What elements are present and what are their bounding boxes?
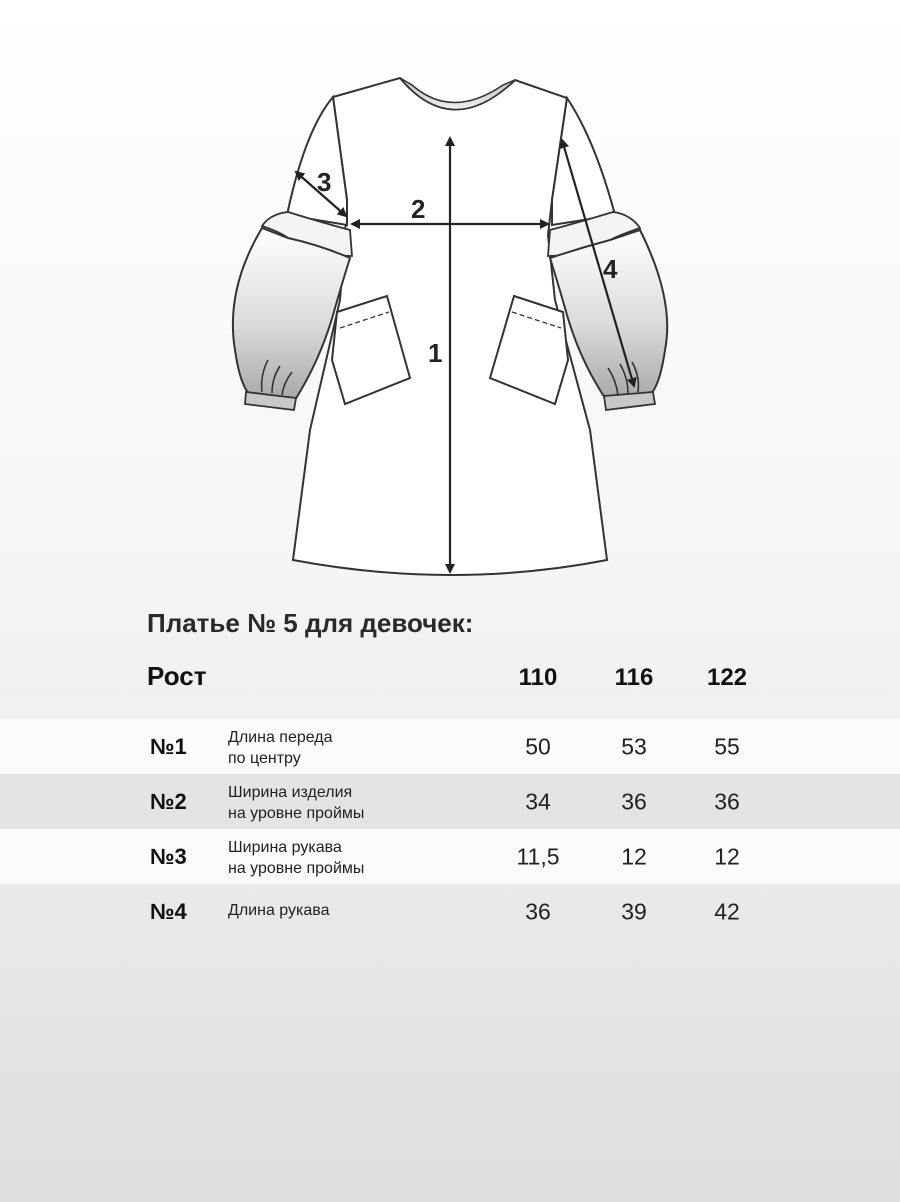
row-description-line: Длина рукава	[228, 902, 330, 919]
diagram-label-3: 3	[317, 167, 332, 197]
row-description-line: по центру	[228, 750, 301, 767]
row-value-116: 12	[621, 843, 647, 869]
row-value-116: 39	[621, 898, 647, 924]
row-value-110: 50	[525, 733, 551, 759]
row-value-110: 11,5	[516, 843, 560, 869]
row-description	[228, 900, 329, 921]
size-header-110: 110	[518, 664, 558, 691]
row-value-110: 34	[525, 788, 551, 814]
row-value-116: 36	[621, 788, 647, 814]
diagram-label-2: 2	[411, 194, 426, 224]
row-number: №2	[150, 788, 187, 814]
row-description	[228, 782, 364, 824]
table-row	[0, 829, 900, 884]
row-value-122: 42	[714, 898, 740, 924]
row-number: №4	[150, 898, 187, 924]
row-description	[228, 837, 364, 879]
row-number: №1	[150, 733, 187, 759]
row-value-122: 12	[714, 843, 740, 869]
diagram-label-4: 4	[603, 254, 618, 284]
dress-diagram	[0, 0, 900, 600]
row-number: №3	[150, 843, 187, 869]
height-header-label: Рост	[147, 661, 207, 691]
right-cuff	[604, 392, 655, 410]
row-description-line: на уровне проймы	[228, 860, 365, 877]
table-row	[0, 884, 900, 939]
row-value-110: 36	[525, 898, 551, 924]
row-description-line: Ширина рукава	[228, 839, 342, 856]
size-header-122: 122	[706, 664, 748, 691]
diagram-label-1: 1	[428, 338, 443, 368]
row-description-line: на уровне проймы	[228, 805, 365, 822]
row-description	[228, 727, 333, 769]
size-header-116: 116	[614, 664, 654, 691]
table-row	[0, 774, 900, 829]
page-title: Платье № 5 для девочек:	[147, 608, 474, 638]
row-description-line: Длина переда	[228, 729, 333, 746]
row-description-line: Ширина изделия	[228, 784, 353, 801]
row-value-122: 55	[714, 733, 740, 759]
row-value-116: 53	[621, 733, 647, 759]
row-value-122: 36	[714, 788, 740, 814]
table-row	[0, 719, 900, 774]
